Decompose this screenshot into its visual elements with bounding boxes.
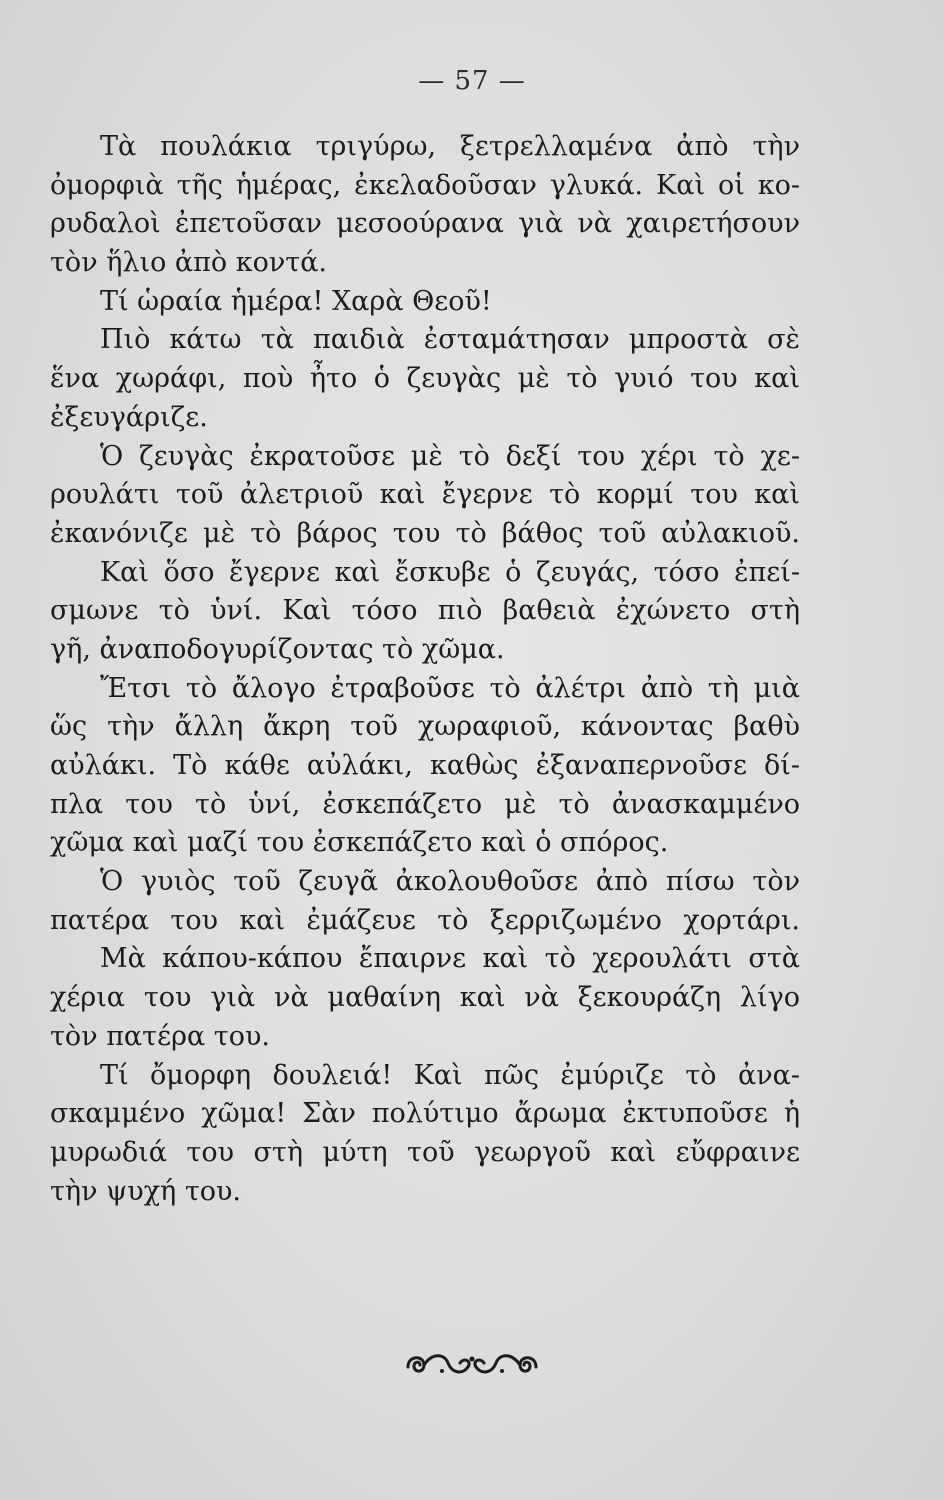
text-line: Καὶ ὅσο ἔγερνε καὶ ἔσκυβε ὁ ζευγάς, τόσο ἐπεί-	[100, 556, 800, 588]
text-line: Ὁ γυιὸς τοῦ ζευγᾶ ἀκολουθοῦσε ἀπὸ πίσω τὸν	[100, 866, 800, 898]
text-line: μυρωδιά του στὴ μύτη τοῦ γεωργοῦ καὶ εὔφραινε	[50, 1136, 800, 1168]
text-line: τὸν ἥλιο ἀπὸ κοντά.	[50, 247, 328, 279]
text-line: Τί ὄμορφη δουλειά! Καὶ πῶς ἐμύριζε τὸ ἀνα-	[100, 1059, 800, 1091]
text-line: πατέρα του καὶ ἐμάζευε τὸ ξερριζωμένο χορτάρι.	[50, 904, 800, 936]
text-line: Πιὸ κάτω τὰ παιδιὰ ἐσταμάτησαν μπροστὰ σὲ	[100, 324, 800, 356]
text-line: αὐλάκι. Τὸ κάθε αὐλάκι, καθὼς ἐξαναπερνοῦσε δί-	[50, 750, 800, 781]
text-line: ἕνα χωράφι, ποὺ ἦτο ὁ ζευγὰς μὲ τὸ γυιό του καὶ	[50, 363, 800, 395]
text-line: πλα του τὸ ὑνί, ἐσκεπάζετο μὲ τὸ ἀνασκαμμένο	[50, 788, 800, 820]
text-line: ἐξευγάριζε.	[50, 401, 208, 433]
text-line: χέρια του γιὰ νὰ μαθαίνη καὶ νὰ ξεκουράζη λίγο	[50, 982, 800, 1014]
text-line: Τί ὡραία ἡμέρα! Χαρὰ Θεοῦ!	[100, 285, 492, 317]
text-line: σμωνε τὸ ὑνί. Καὶ τόσο πιὸ βαθειὰ ἐχώνετο στὴ	[50, 595, 800, 627]
text-line: Ἔτσι τὸ ἄλογο ἐτραβοῦσε τὸ ἀλέτρι ἀπὸ τὴ μιὰ	[100, 672, 800, 704]
body-text	[50, 128, 800, 1211]
text-line: σκαμμένο χῶμα! Σὰν πολύτιμο ἄρωμα ἐκτυποῦσε ἡ	[50, 1098, 800, 1130]
text-line: γῆ, ἀναποδογυρίζοντας τὸ χῶμα.	[50, 633, 505, 665]
text-line: ἐκανόνιζε μὲ τὸ βάρος του τὸ βάθος τοῦ αὐλακιοῦ.	[50, 517, 800, 549]
text-line: Μὰ κάπου-κάπου ἔπαιρνε καὶ τὸ χερουλάτι στὰ	[100, 943, 800, 975]
text-line: τὸν πατέρα του.	[50, 1020, 270, 1052]
ornament-svg	[402, 1345, 542, 1385]
text-line: ρουλάτι τοῦ ἀλετριοῦ καὶ ἔγερνε τὸ κορμί του καὶ	[50, 479, 800, 511]
text-line: Ὁ ζευγὰς ἐκρατοῦσε μὲ τὸ δεξί του χέρι τὸ χε-	[100, 440, 800, 472]
text-line: χῶμα καὶ μαζί του ἐσκεπάζετο καὶ ὁ σπόρος.	[50, 827, 669, 859]
text-line: ρυδαλοὶ ἐπετοῦσαν μεσοούρανα γιὰ νὰ χαιρετήσουν	[50, 208, 800, 240]
text-line: ὀμορφιὰ τῆς ἡμέρας, ἐκελαδοῦσαν γλυκά. Καὶ οἱ κο-	[50, 169, 800, 201]
text-line: ὥς τὴν ἄλλη ἄκρη τοῦ χωραφιοῦ, κάνοντας βαθὺ	[50, 711, 800, 743]
text-line: Τὰ πουλάκια τριγύρω, ξετρελλαμένα ἀπὸ τὴν	[100, 131, 800, 162]
text-line: τὴν ψυχή του.	[50, 1175, 242, 1207]
page-number: — 57 —	[418, 66, 526, 96]
decorative-scroll-icon	[0, 1345, 944, 1385]
